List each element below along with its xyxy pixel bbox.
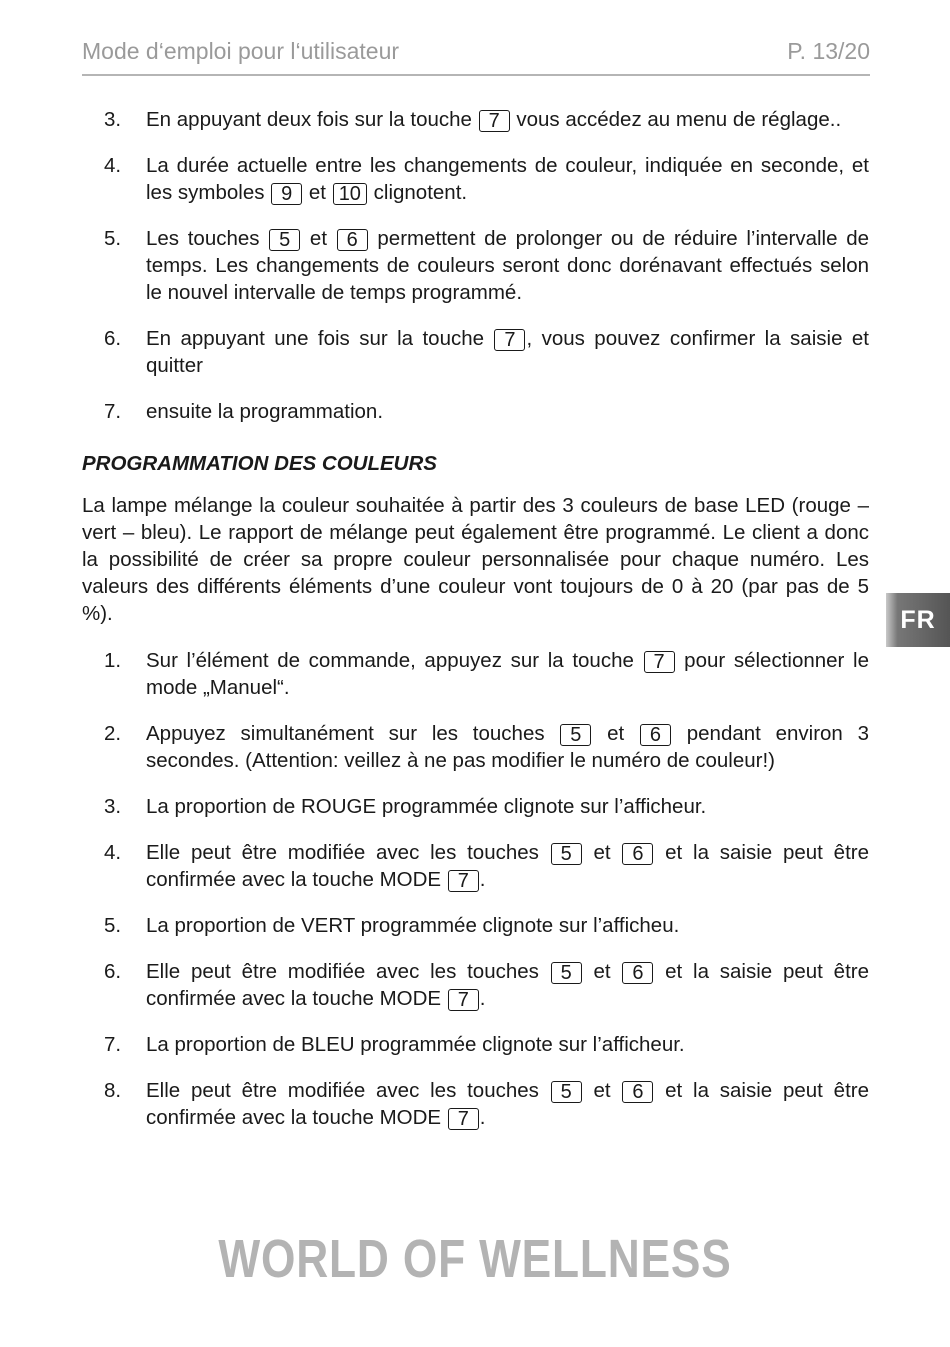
step-text-segment: permettent de prolonger ou de réduire l’intervalle de temps. Les changements de couleurs seront donc dorénavant effectués selon le nouvel intervalle de temps programmé.: [146, 227, 869, 304]
step-text-segment: et la saisie peut être confirmée avec la touche MODE: [146, 841, 869, 891]
list-item: [82, 1031, 869, 1058]
step-text: [146, 106, 869, 133]
step-number: 3.: [104, 108, 122, 131]
step-text-segment: vous accédez au menu de réglage..: [510, 108, 842, 131]
step-number: 8.: [104, 1079, 122, 1102]
key-symbol: 6: [622, 1081, 653, 1103]
page-number: P. 13/20: [787, 38, 870, 64]
step-text: [146, 839, 869, 893]
step-text: [146, 720, 869, 774]
step-text: [146, 398, 869, 425]
page-header: [82, 38, 870, 76]
key-symbol: 5: [560, 724, 591, 746]
step-number: 4.: [104, 154, 122, 177]
step-number: 6.: [104, 960, 122, 983]
key-symbol: 7: [448, 1108, 479, 1130]
list-item: [82, 106, 869, 133]
step-text-segment: La proportion de ROUGE programmée clignote sur l’afficheur.: [146, 795, 707, 818]
step-text-segment: Appuyez simultanément sur les touches: [146, 722, 560, 745]
step-text-segment: ensuite la programmation.: [146, 400, 384, 423]
step-number: 7.: [104, 1033, 122, 1056]
step-text: [146, 225, 869, 306]
step-text-segment: clignotent.: [367, 181, 468, 204]
key-symbol: 6: [622, 843, 653, 865]
step-text-segment: Sur l’élément de commande, appuyez sur la touche: [146, 649, 643, 672]
step-text: [146, 1077, 869, 1131]
color-step-list: [82, 647, 869, 1131]
header-title: Mode d‘emploi pour l‘utilisateur: [82, 38, 400, 64]
step-number: 1.: [104, 649, 122, 672]
step-text-segment: Elle peut être modifiée avec les touches: [146, 1079, 550, 1102]
step-text-segment: La proportion de VERT programmée clignote sur l’afficheu.: [146, 914, 680, 937]
key-symbol: 6: [337, 229, 368, 251]
list-item: [82, 647, 869, 701]
step-text-segment: Elle peut être modifiée avec les touches: [146, 960, 550, 983]
key-symbol: 5: [269, 229, 300, 251]
list-item: [82, 912, 869, 939]
step-text-segment: .: [479, 868, 486, 891]
step-text-segment: et: [582, 1079, 622, 1102]
list-item: [82, 839, 869, 893]
section-title: PROGRAMMATION DES COULEURS: [82, 452, 437, 475]
list-item: [82, 720, 869, 774]
list-item: [82, 225, 869, 306]
step-number: 4.: [104, 841, 122, 864]
step-text: [146, 793, 869, 820]
step-number: 7.: [104, 400, 122, 423]
step-text: [146, 1031, 869, 1058]
step-text-segment: et: [582, 841, 622, 864]
key-symbol: 5: [551, 962, 582, 984]
key-symbol: 6: [640, 724, 671, 746]
key-symbol: 5: [551, 1081, 582, 1103]
list-item: [82, 152, 869, 206]
step-text-segment: et: [592, 722, 639, 745]
step-number: 2.: [104, 722, 122, 745]
section-intro: La lampe mélange la couleur souhaitée à partir des 3 couleurs de base LED (rouge – vert – bleu). Le rapport de mélange peut également être programmé. Le client a donc la possibilité de créer sa propre couleur personnalisée pour chaque numéro. Les valeurs des différents éléments d’une couleur vont toujours de 0 à 20 (par pas de 5 %).: [82, 494, 869, 625]
step-text-segment: pour sélectionner le mode „Manuel“.: [146, 649, 869, 699]
key-symbol: 7: [448, 870, 479, 892]
list-item: [82, 1077, 869, 1131]
step-number: 6.: [104, 327, 122, 350]
step-text-segment: .: [479, 1106, 486, 1129]
step-text: [146, 912, 869, 939]
step-text-segment: pendant environ 3 secondes. (Attention: veillez à ne pas modifier le numéro de couleur!): [146, 722, 869, 772]
key-symbol: 7: [448, 989, 479, 1011]
key-symbol: 9: [271, 183, 302, 205]
step-text-segment: Les touches: [146, 227, 269, 250]
step-number: 5.: [104, 227, 122, 250]
language-tab: FR: [886, 593, 950, 647]
step-text-segment: En appuyant une fois sur la touche: [146, 327, 494, 350]
step-text-segment: et: [303, 181, 332, 204]
step-text-segment: Elle peut être modifiée avec les touches: [146, 841, 550, 864]
step-text-segment: et: [301, 227, 336, 250]
list-item: [82, 793, 869, 820]
step-text-segment: et la saisie peut être confirmée avec la touche MODE: [146, 1079, 869, 1129]
key-symbol: 10: [333, 183, 367, 205]
settings-step-list: [82, 106, 869, 425]
step-text-segment: La durée actuelle entre les changements de couleur, indiquée en seconde, et les symboles: [146, 154, 869, 204]
step-text: [146, 152, 869, 206]
brand-logo: WORLD OF WELLNESS: [218, 1229, 732, 1289]
step-text: [146, 958, 869, 1012]
list-item: [82, 958, 869, 1012]
key-symbol: 6: [622, 962, 653, 984]
step-text-segment: et la saisie peut être confirmée avec la touche MODE: [146, 960, 869, 1010]
list-item: [82, 398, 869, 425]
key-symbol: 7: [494, 329, 525, 351]
step-text-segment: , vous pouvez confirmer la saisie et quitter: [146, 327, 869, 377]
step-text-segment: et: [582, 960, 622, 983]
step-text: [146, 647, 869, 701]
step-text: [146, 325, 869, 379]
key-symbol: 5: [551, 843, 582, 865]
key-symbol: 7: [479, 110, 510, 132]
step-text-segment: En appuyant deux fois sur la touche: [146, 108, 478, 131]
key-symbol: 7: [644, 651, 675, 673]
step-text-segment: .: [479, 987, 486, 1010]
step-number: 3.: [104, 795, 122, 818]
step-number: 5.: [104, 914, 122, 937]
step-text-segment: La proportion de BLEU programmée clignote sur l’afficheur.: [146, 1033, 685, 1056]
list-item: [82, 325, 869, 379]
